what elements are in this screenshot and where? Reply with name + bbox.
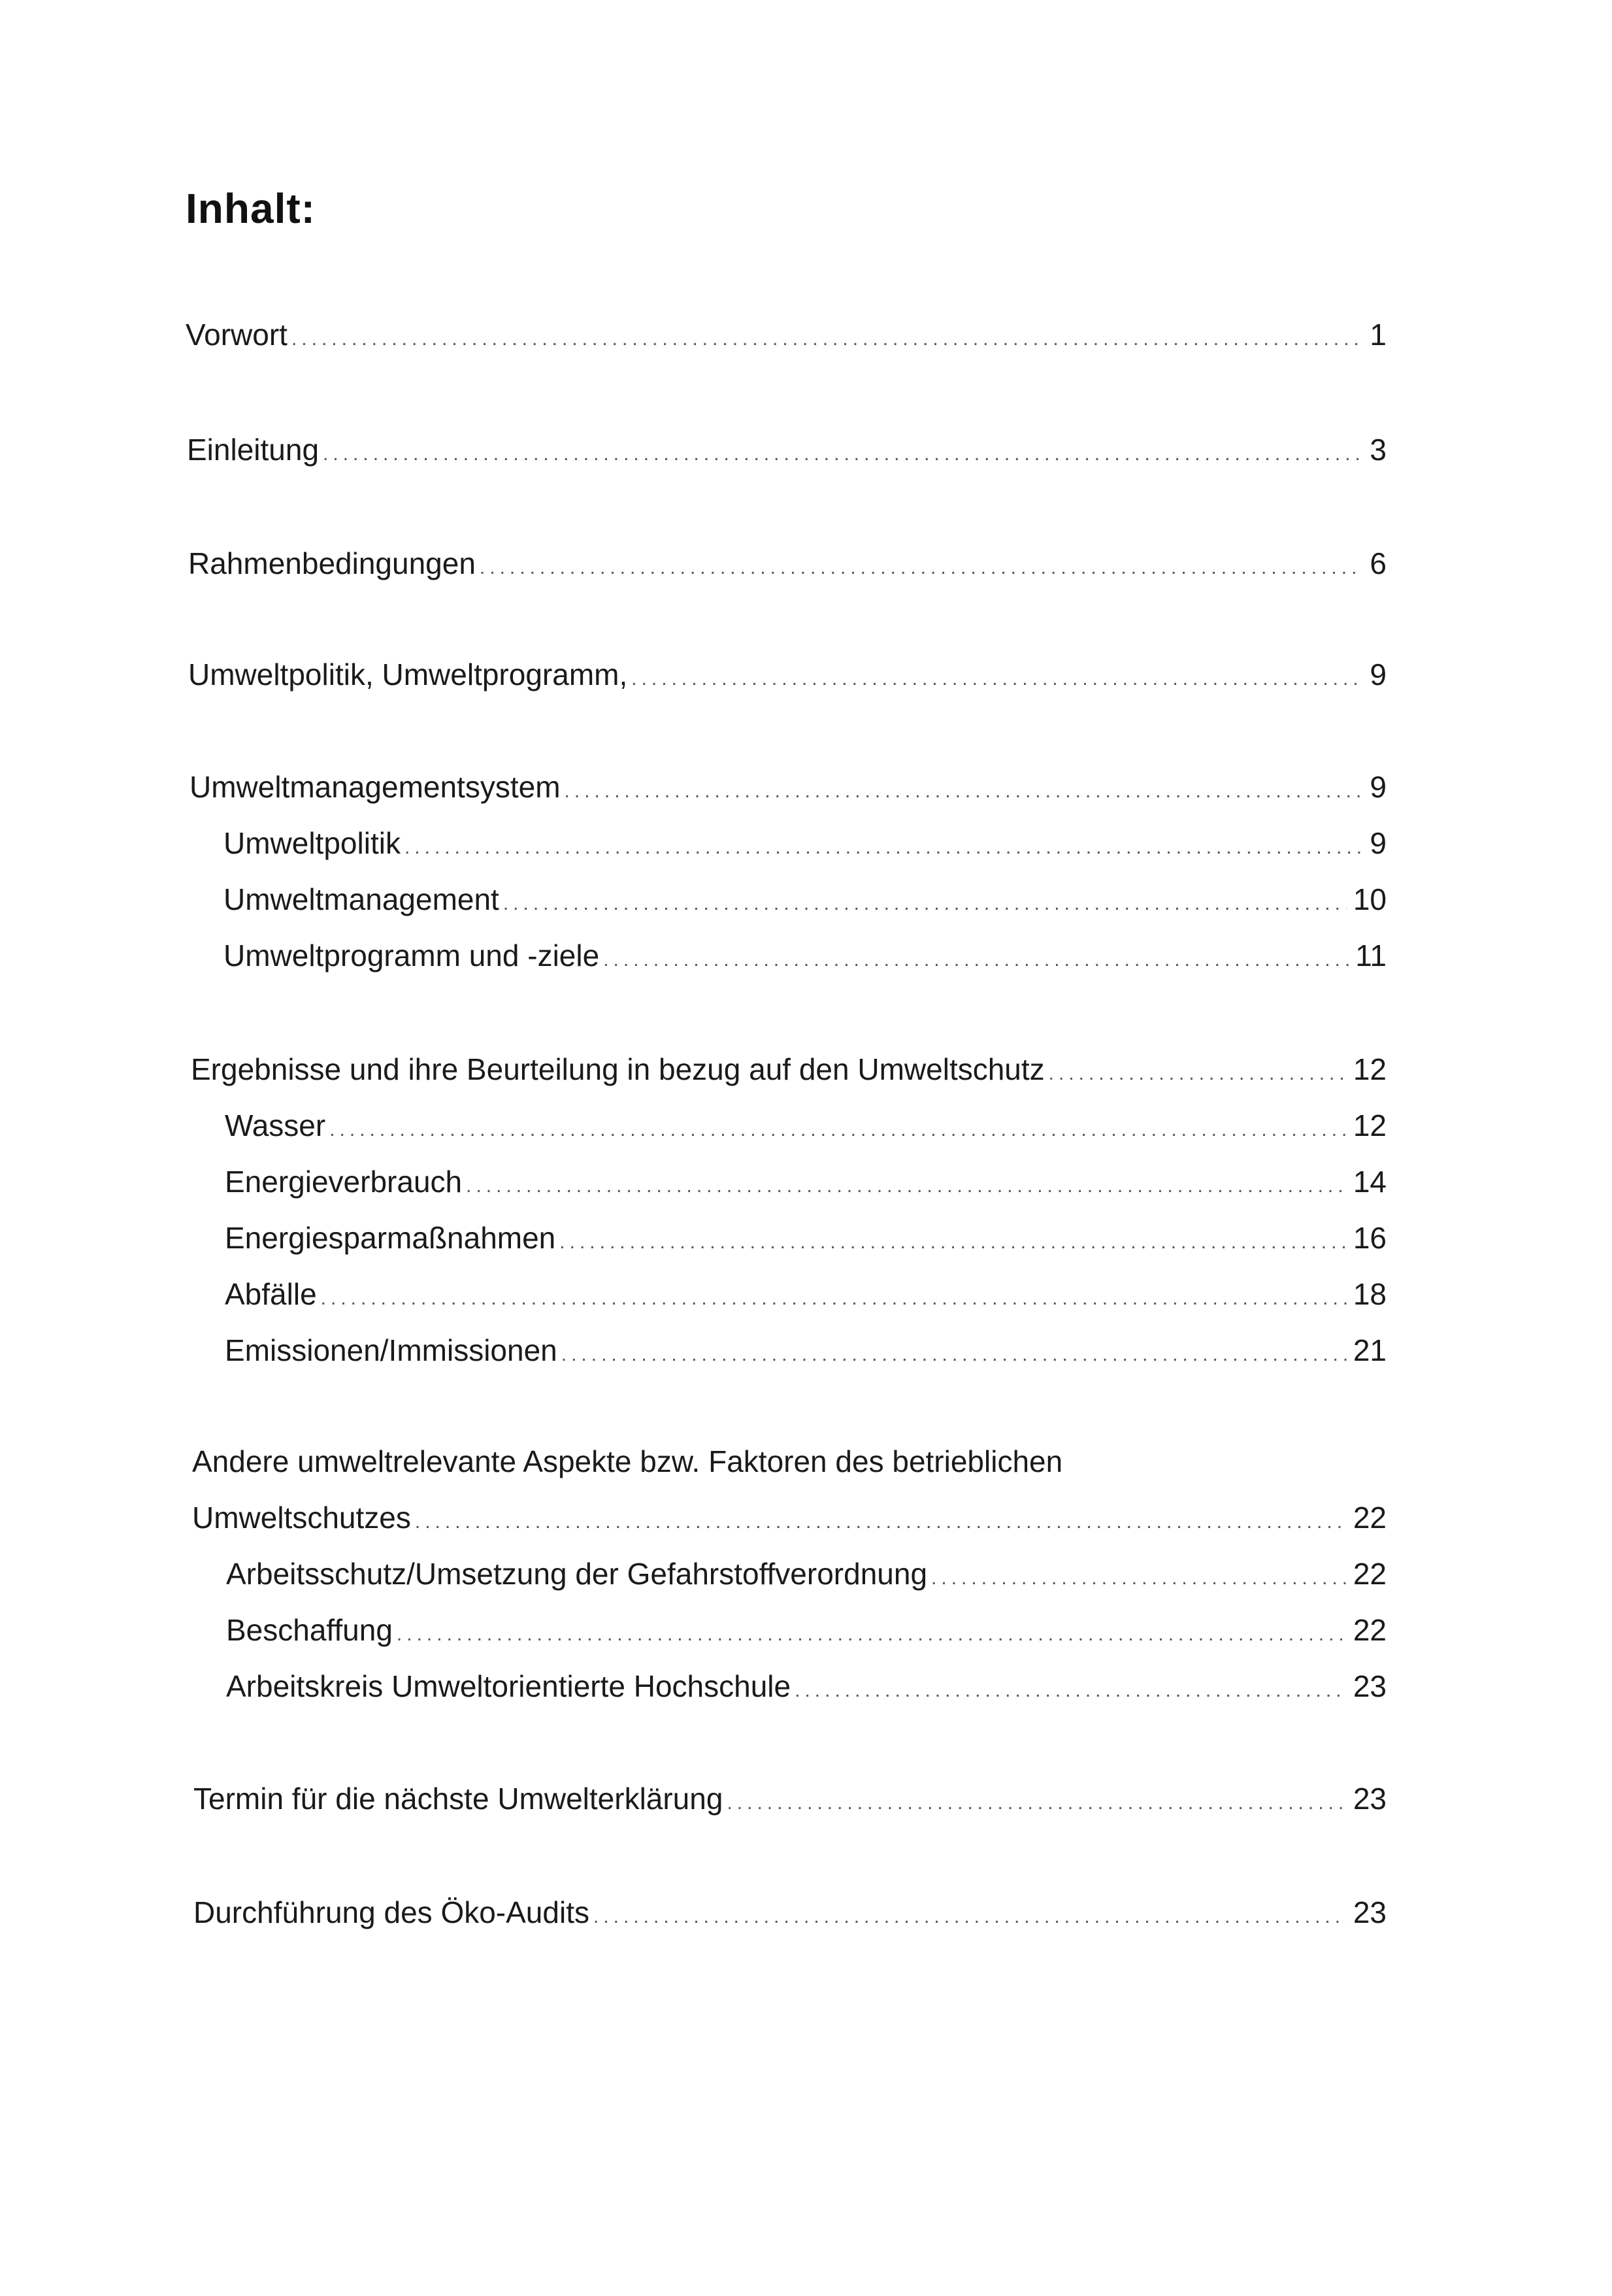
toc-entry-beschaffung	[226, 1612, 1387, 1648]
dot-leader	[561, 1337, 1347, 1373]
toc-label: Umweltpolitik	[223, 826, 401, 860]
toc-entry-termin	[193, 1780, 1387, 1817]
toc-label: Emissionen/Immissionen	[225, 1333, 557, 1367]
toc-page-number: 18	[1353, 1277, 1387, 1311]
toc-entry-arbeitskreis	[226, 1668, 1387, 1705]
dot-leader	[795, 1672, 1347, 1709]
toc-label: Wasser	[225, 1108, 326, 1142]
toc-entry-vorwort	[186, 316, 1387, 353]
toc-label: Termin für die nächste Umwelterklärung	[193, 1782, 723, 1816]
toc-entry-wasser	[225, 1107, 1387, 1144]
dot-leader	[1049, 1056, 1347, 1092]
toc-label: Umweltmanagementsystem	[189, 770, 561, 804]
toc-label: Rahmenbedingungen	[188, 546, 476, 580]
toc-entry-abfaelle	[225, 1276, 1387, 1312]
toc-entry-umweltmanagementsystem	[189, 769, 1387, 805]
toc-entry-umweltschutzes	[192, 1499, 1387, 1536]
toc-entry-energiesparmassnahmen	[225, 1220, 1387, 1256]
toc-label: Beschaffung	[226, 1613, 393, 1647]
toc-label: Arbeitskreis Umweltorientierte Hochschule	[226, 1669, 791, 1703]
toc-page-number: 22	[1353, 1613, 1387, 1647]
toc-entry-andere-line1: Andere umweltrelevante Aspekte bzw. Faktoren des betrieblichen	[192, 1444, 1063, 1478]
toc-label: Abfälle	[225, 1277, 317, 1311]
toc-entry-emissionen	[225, 1332, 1387, 1369]
toc-page-number: 11	[1355, 939, 1387, 973]
toc-page-number: 16	[1353, 1221, 1387, 1255]
toc-page-number: 21	[1353, 1333, 1387, 1367]
toc-entry-ergebnisse	[191, 1051, 1387, 1088]
dot-leader	[466, 1168, 1347, 1205]
toc-page-number: 1	[1370, 318, 1387, 352]
toc-label: Umweltmanagement	[223, 882, 499, 916]
toc-entry-umweltpolitik	[223, 825, 1387, 861]
toc-entry-umweltprogramm-ziele	[223, 937, 1387, 974]
dot-leader	[631, 661, 1363, 697]
dot-leader	[565, 773, 1364, 810]
toc-entry-rahmenbedingungen	[188, 545, 1387, 582]
toc-page-number: 6	[1370, 546, 1387, 580]
toc-page-number: 22	[1353, 1501, 1387, 1535]
toc-page-number: 12	[1353, 1052, 1387, 1086]
toc-entry-umweltmanagement	[223, 881, 1387, 918]
toc-page-number: 12	[1353, 1108, 1387, 1142]
dot-leader	[323, 436, 1363, 473]
dot-leader	[480, 550, 1363, 586]
dot-leader	[415, 1504, 1347, 1540]
toc-page-number: 9	[1370, 657, 1387, 691]
toc-page-number: 14	[1353, 1165, 1387, 1199]
dot-leader	[603, 942, 1349, 978]
toc-label: Umweltpolitik, Umweltprogramm,	[188, 657, 628, 691]
toc-page-number: 9	[1370, 770, 1387, 804]
dot-leader	[291, 321, 1363, 358]
toc-label: Vorwort	[186, 318, 288, 352]
toc-entry-arbeitsschutz	[226, 1556, 1387, 1592]
toc-label: Ergebnisse und ihre Beurteilung in bezug auf den Umweltschutz	[191, 1052, 1045, 1086]
page-title: Inhalt:	[186, 185, 316, 232]
dot-leader	[593, 1899, 1347, 1935]
toc-label: Energieverbrauch	[225, 1165, 463, 1199]
dot-leader	[404, 829, 1363, 866]
toc-entry-umweltpolitik-umweltprogramm	[188, 656, 1387, 693]
toc-entry-einleitung	[187, 431, 1387, 468]
toc-page-number: 10	[1353, 882, 1387, 916]
dot-leader	[329, 1112, 1347, 1148]
dot-leader	[559, 1224, 1347, 1261]
toc-page-number: 23	[1353, 1782, 1387, 1816]
dot-leader	[727, 1785, 1346, 1822]
toc-label: Einleitung	[187, 433, 320, 467]
toc-page-number: 23	[1353, 1669, 1387, 1703]
toc-page-number: 9	[1370, 826, 1387, 860]
toc-label: Umweltschutzes	[192, 1501, 411, 1535]
dot-leader	[397, 1616, 1347, 1653]
toc-entry-durchfuehrung	[193, 1894, 1387, 1931]
toc-label: Durchführung des Öko-Audits	[193, 1895, 589, 1929]
dot-leader	[321, 1280, 1347, 1317]
toc-entry-energieverbrauch	[225, 1163, 1387, 1200]
toc-label: Energiesparmaßnahmen	[225, 1221, 556, 1255]
toc-page-number: 3	[1370, 433, 1387, 467]
toc-label: Umweltprogramm und -ziele	[223, 939, 600, 973]
dot-leader	[931, 1560, 1347, 1597]
toc-label: Arbeitsschutz/Umsetzung der Gefahrstoffverordnung	[226, 1557, 928, 1591]
toc-page-number: 22	[1353, 1557, 1387, 1591]
dot-leader	[503, 886, 1347, 922]
toc-page-number: 23	[1353, 1895, 1387, 1929]
